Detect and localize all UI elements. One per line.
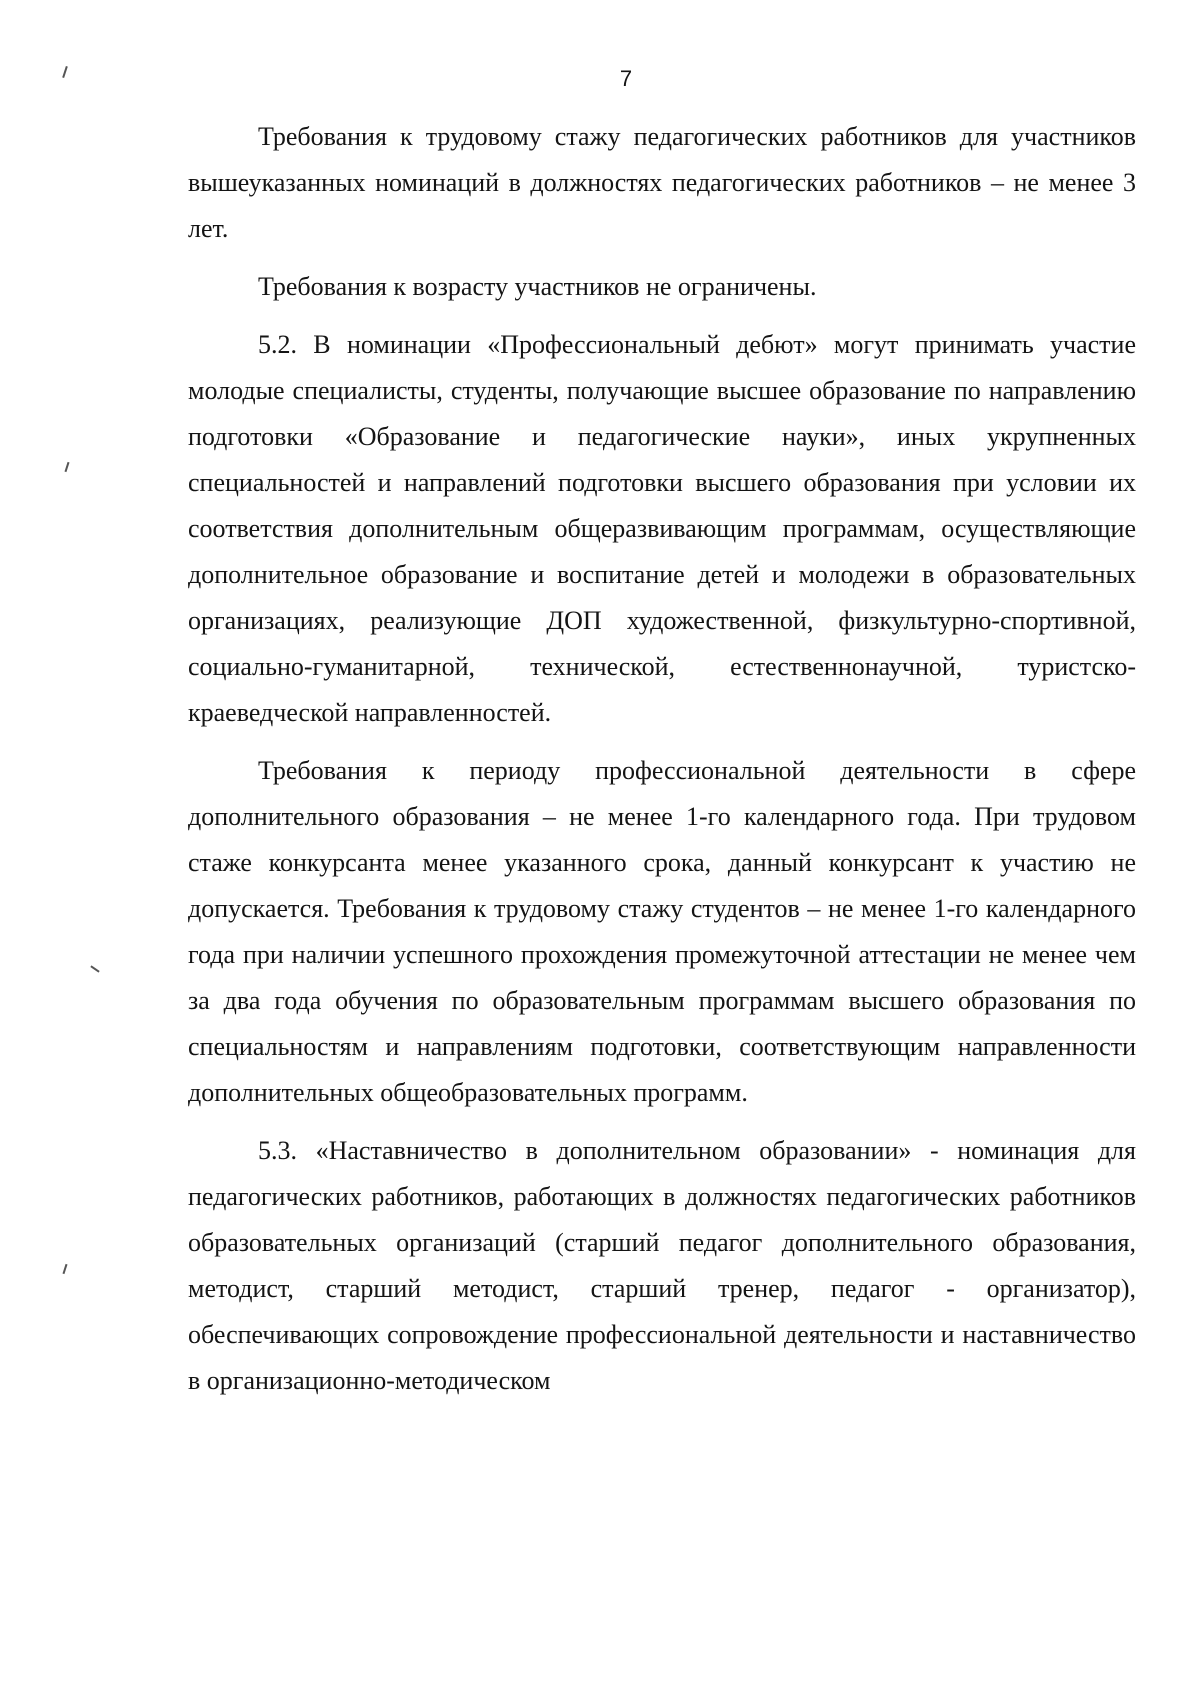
- paragraph-5-3-mentoring: 5.3. «Наставничество в дополнительном образовании» - номинация для педагогических работников, работающих в должностях педагогических работников образовательных организаций (старший педагог дополнительного образования, методист, старший методист, старший тренер, педагог - организатор), обеспечивающих сопровождение профессиональной деятельности и наставничество в организационно-методическом: [188, 1136, 1136, 1395]
- scan-mark: [63, 1264, 68, 1274]
- document-body: [188, 114, 1136, 1404]
- paragraph-teacher-experience-requirement: Требования к трудовому стажу педагогических работников для участников вышеуказанных номинаций в должностях педагогических работников – не менее 3 лет.: [188, 122, 1136, 243]
- scan-mark: [65, 462, 70, 472]
- paragraph-activity-period-requirement: Требования к периоду профессиональной деятельности в сфере дополнительного образования – не менее 1-го календарного года. При трудовом стаже конкурсанта менее указанного срока, данный конкурсант к участию не допускается. Требования к трудовому стажу студентов – не менее 1-го календарного года при наличии успешного прохождения промежуточной аттестации не менее чем за два года обучения по образовательным программам высшего образования по специальностям и направлениям подготовки, соответствующим направленности дополнительных общеобразовательных программ.: [188, 756, 1136, 1107]
- page-number: 7: [619, 66, 633, 91]
- paragraph-age-requirement: Требования к возрасту участников не ограничены.: [258, 272, 817, 301]
- scan-mark: [90, 965, 99, 972]
- paragraph-5-2-professional-debut: 5.2. В номинации «Профессиональный дебют» могут принимать участие молодые специалисты, студенты, получающие высшее образование по направлению подготовки «Образование и педагогические науки», иных укрупненных специальностей и направлений подготовки высшего образования при условии их соответствия дополнительным общеразвивающим программам, осуществляющие дополнительное образование и воспитание детей и молодежи в образовательных организациях, реализующие ДОП художественной, физкультурно-спортивной, социально-гуманитарной, технической, естественнонаучной, туристско-краеведческой направленностей.: [188, 330, 1136, 727]
